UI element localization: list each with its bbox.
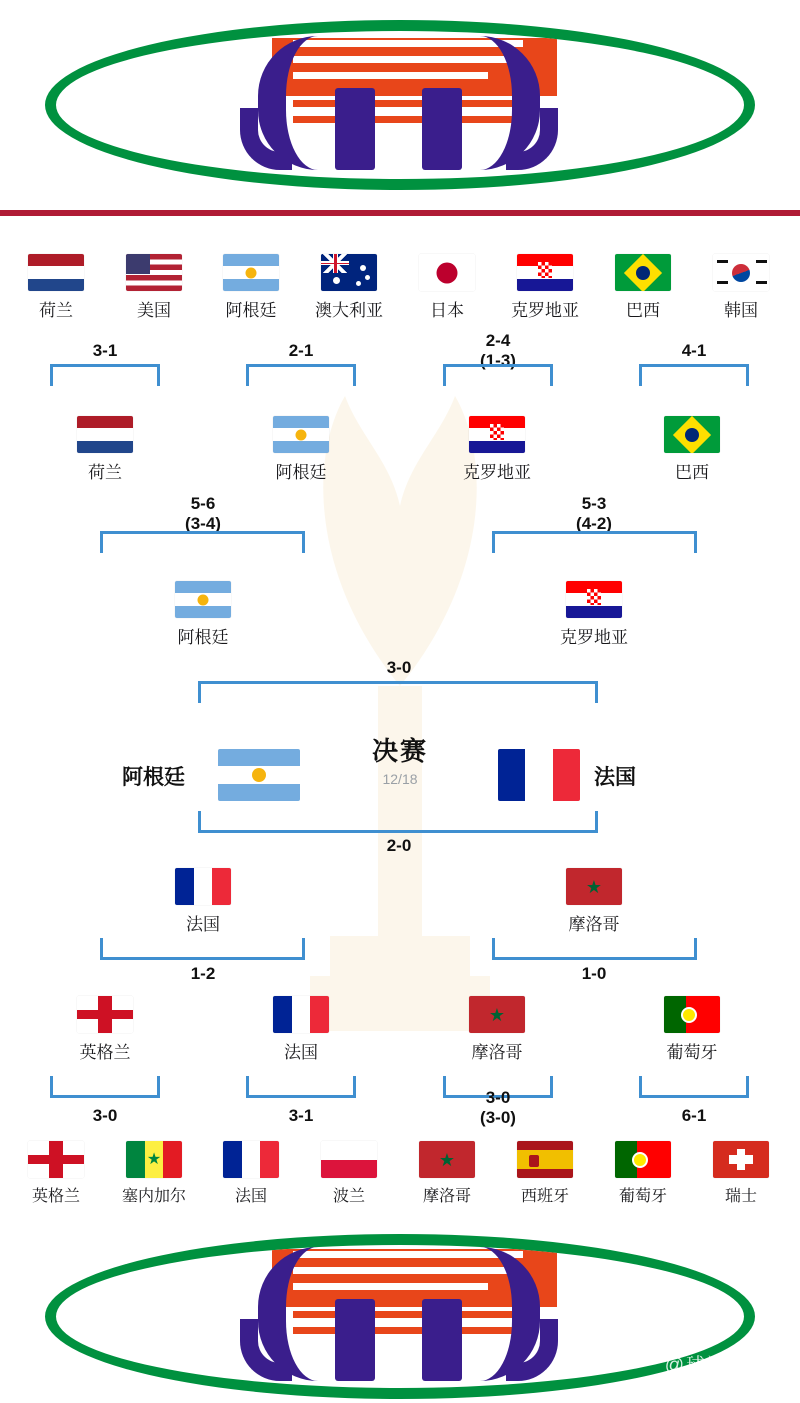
match-score: 2-4 (1-3): [480, 331, 516, 370]
match-score: 3-1: [288, 1106, 314, 1125]
match-score: 2-1: [288, 341, 314, 360]
list-item: [273, 996, 329, 1063]
match-score: 5-6 (3-4): [185, 494, 221, 533]
list-item: [28, 254, 84, 321]
bracket-connector: [100, 938, 305, 960]
logo-oval-bottom: [45, 1234, 755, 1399]
match-score: 1-0: [581, 964, 607, 983]
bracket-connector: [50, 1076, 160, 1098]
team-name: 日本: [430, 301, 464, 320]
flag-portugal: [615, 1141, 671, 1178]
flag-australia: [321, 254, 377, 291]
list-item: [223, 1141, 279, 1206]
bottom-logo-banner: [0, 1241, 800, 1391]
flag-argentina-final: [218, 749, 300, 801]
flag-argentina: [273, 416, 329, 453]
match-score: 3-0: [92, 1106, 118, 1125]
team-name: 法国: [284, 1043, 318, 1062]
flag-argentina: [223, 254, 279, 291]
bracket-connector: [198, 811, 598, 833]
tournament-bracket: [0, 216, 800, 1241]
team-name: 英格兰: [79, 1043, 131, 1062]
list-item: [273, 416, 329, 483]
team-name: 西班牙: [520, 1188, 569, 1205]
list-item: [463, 416, 531, 483]
flag-netherlands: [77, 416, 133, 453]
flag-france: [175, 868, 231, 905]
list-item: [517, 1141, 573, 1206]
flag-brazil: [664, 416, 720, 453]
match-score: 2-0: [386, 836, 412, 855]
list-item: [713, 1141, 769, 1206]
list-item: [77, 996, 133, 1063]
flag-brazil: [615, 254, 671, 291]
flag-spain: [517, 1141, 573, 1178]
match-score: 3-0 (3-0): [480, 1088, 516, 1127]
match-score: 6-1: [681, 1106, 707, 1125]
team-name: 阿根廷: [275, 463, 327, 482]
list-item: [664, 416, 720, 483]
team-name: 克罗地亚: [560, 628, 628, 647]
list-item: [566, 868, 622, 935]
logo-graphic: [200, 30, 600, 180]
list-item: [122, 1141, 186, 1206]
match-score: 4-1: [681, 341, 707, 360]
bracket-connector: [492, 531, 697, 553]
list-item: [664, 996, 720, 1063]
bracket-connector: [246, 1076, 356, 1098]
team-name: 法国: [186, 915, 220, 934]
team-name: 美国: [137, 301, 171, 320]
team-name: 摩洛哥: [568, 915, 620, 934]
list-item: [223, 254, 279, 321]
flag-france-final: [498, 749, 580, 801]
bracket-connector: [639, 364, 749, 386]
list-item: [713, 254, 769, 321]
list-item: [175, 581, 231, 648]
flag-switzerland: [713, 1141, 769, 1178]
flag-morocco: ★: [469, 996, 525, 1033]
logo-bar-right-icon: [422, 1299, 462, 1381]
logo-graphic-bottom: [200, 1241, 600, 1391]
flag-france: [223, 1141, 279, 1178]
list-item: [315, 254, 383, 321]
list-item: [560, 581, 628, 648]
flag-morocco: ★: [566, 868, 622, 905]
team-name: 阿根廷: [177, 628, 229, 647]
flag-usa: [126, 254, 182, 291]
match-score: 3-0: [386, 658, 412, 677]
list-item: [615, 1141, 671, 1206]
team-name: 荷兰: [39, 301, 73, 320]
team-name: 巴西: [626, 301, 660, 320]
flag-portugal: [664, 996, 720, 1033]
list-item: [615, 254, 671, 321]
list-item: [511, 254, 579, 321]
team-name: 瑞士: [724, 1188, 757, 1205]
team-name: 克罗地亚: [511, 301, 579, 320]
list-item: [419, 1141, 475, 1206]
team-name: 摩洛哥: [471, 1043, 523, 1062]
team-name: 英格兰: [31, 1188, 80, 1205]
final-left-team-name: 阿根廷: [122, 766, 185, 789]
team-name: 葡萄牙: [618, 1188, 667, 1205]
flag-japan: [419, 254, 475, 291]
team-name: 法国: [234, 1188, 267, 1205]
bracket-connector: [100, 531, 305, 553]
flag-poland: [321, 1141, 377, 1178]
flag-southkorea: [713, 254, 769, 291]
bracket-connector: [492, 938, 697, 960]
logo-bar-left-icon: [335, 1299, 375, 1381]
flag-senegal: ★: [126, 1141, 182, 1178]
flag-netherlands: [28, 254, 84, 291]
bracket-connector: [50, 364, 160, 386]
logo-bar-left-icon: [335, 88, 375, 170]
flag-argentina: [175, 581, 231, 618]
list-item: [469, 996, 525, 1063]
watermark-text: @球迷说球: [664, 1355, 770, 1376]
list-item: [77, 416, 133, 483]
match-score: 5-3 (4-2): [576, 494, 612, 533]
logo-bar-right-icon: [422, 88, 462, 170]
team-name: 阿根廷: [225, 301, 277, 320]
team-name: 摩洛哥: [422, 1188, 471, 1205]
flag-croatia: [469, 416, 525, 453]
bracket-connector: [639, 1076, 749, 1098]
match-score: 1-2: [190, 964, 216, 983]
list-item: [321, 1141, 377, 1206]
final-date: 12/18: [382, 771, 418, 787]
final-right-team-name: 法国: [594, 766, 636, 789]
team-name: 巴西: [675, 463, 709, 482]
team-name: 波兰: [332, 1188, 365, 1205]
team-name: 克罗地亚: [463, 463, 531, 482]
final-label: [372, 731, 428, 787]
top-logo-banner: [0, 0, 800, 210]
list-item: [419, 254, 475, 321]
flag-england: [28, 1141, 84, 1178]
match-score: 3-1: [92, 341, 118, 360]
team-name: 塞内加尔: [121, 1188, 187, 1205]
final-title: 决赛: [371, 736, 429, 766]
flag-morocco: ★: [419, 1141, 475, 1178]
list-item: [28, 1141, 84, 1206]
flag-england: [77, 996, 133, 1033]
list-item: [126, 254, 182, 321]
list-item: [175, 868, 231, 935]
bracket-connector: [443, 364, 553, 386]
flag-croatia: [566, 581, 622, 618]
team-name: 韩国: [724, 301, 758, 320]
flag-croatia: [517, 254, 573, 291]
bracket-connector: [198, 681, 598, 703]
team-name: 荷兰: [88, 463, 122, 482]
team-name: 澳大利亚: [315, 301, 383, 320]
flag-france: [273, 996, 329, 1033]
team-name: 葡萄牙: [666, 1043, 718, 1062]
bracket-connector: [246, 364, 356, 386]
logo-oval: [45, 20, 755, 190]
